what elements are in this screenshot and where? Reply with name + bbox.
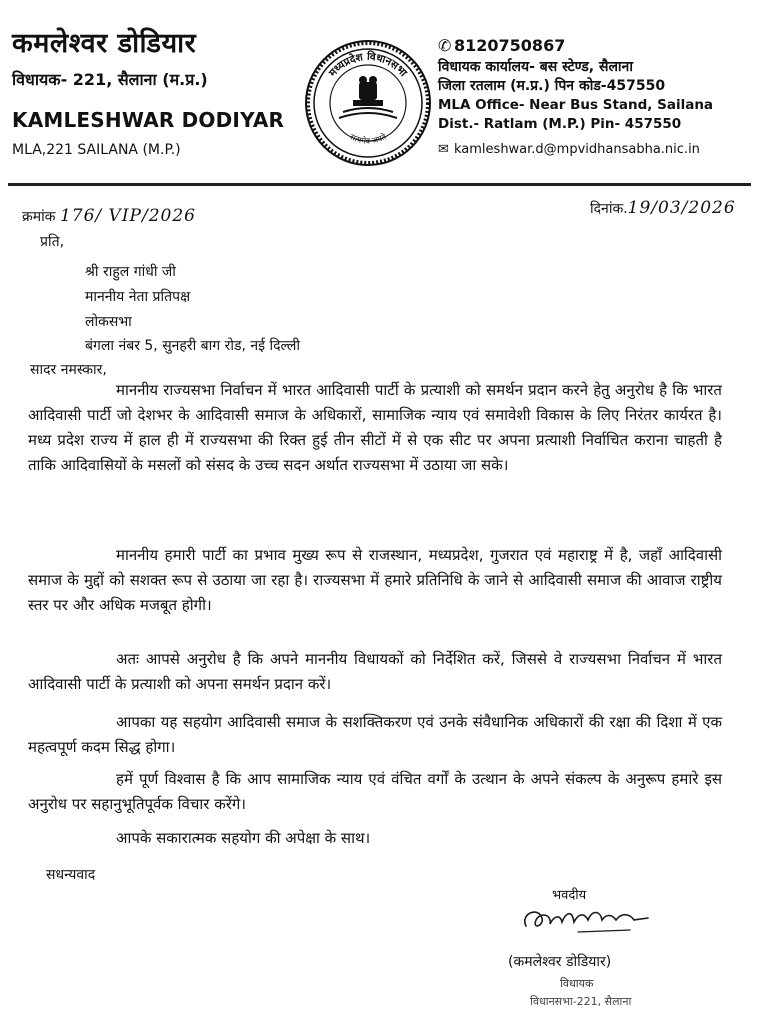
office-hindi-line-2: जिला रतलाम (म.प्र.) पिन कोड-457550 [438, 78, 666, 94]
letterhead-right [438, 36, 758, 159]
body-paragraph [28, 543, 722, 618]
seal-motto: सत्यमेव जयते [348, 132, 388, 146]
date-value: 19/03/2026 [627, 198, 736, 218]
phone-icon: ✆ [438, 36, 452, 55]
paragraph-text: माननीय हमारी पार्टी का प्रभाव मुख्य रूप से राजस्थान, मध्यप्रदेश, गुजरात एवं महाराष्ट्र में है, जहाँ आदिवासी समाज के मुद्दों को सशक्त रूप से उठाया जा रहा है। राज्यसभा में हमारे प्रतिनिधि के जाने से आदिवासी समाज की आवाज राष्ट्रीय स्तर पर और अधिक मजबूत होगी। [28, 546, 722, 614]
svg-text:सत्यमेव जयते [348, 131, 388, 145]
letter-date: दिनांक.19/03/2026 [590, 198, 736, 218]
paragraph-text: हमें पूर्ण विश्वास है कि आप सामाजिक न्याय एवं वंचित वर्गों के उत्थान के अपने संकल्प के अनुरूप हमारे इस अनुरोध पर सहानुभूतिपूर्वक विचार करेंगे। [28, 770, 722, 813]
name-hindi: कमलेश्वर डोडियार [12, 28, 197, 59]
body-paragraph [28, 767, 722, 817]
mla-english: MLA,221 SAILANA (M.P.) [12, 142, 181, 158]
reference-label: क्रमांक [22, 209, 56, 225]
paragraph-text: माननीय राज्यसभा निर्वाचन में भारत आदिवासी पार्टी के प्रत्याशी को समर्थन प्रदान करने हेतु अनुरोध है कि भारत आदिवासी पार्टी जो देशभर के आदिवासी समाज के अधिकारों, सामाजिक न्याय एवं समावेशी विकास के लिए निरंतर कार्यरत है। मध्य प्रदेश राज्य में हाल ही में राज्यसभा की रिक्त हुई तीन सीटों में से एक सीट पर अपना प्रत्याशी निर्वाचित कराना चाहती है ताकि आदिवासियों के मसलों को संसद के उच्च सदन अर्थात राज्यसभा में उठाया जा सके। [28, 381, 722, 474]
date-label: दिनांक [590, 201, 624, 217]
paragraph-text: अतः आपसे अनुरोध है कि अपने माननीय विधायकों को निर्देशित करें, जिससे वे राज्यसभा निर्वाचन में भारत आदिवासी पार्टी के प्रत्याशी को अपना समर्थन प्रदान करें। [28, 650, 722, 693]
office-english-line-2: Dist.- Ratlam (M.P.) Pin- 457550 [438, 116, 682, 132]
name-english: KAMLESHWAR DODIYAR [12, 108, 285, 132]
phone-number: 8120750867 [454, 36, 566, 55]
body-paragraph [28, 710, 722, 760]
email-address: kamleshwar.d@mpvidhansabha.nic.in [454, 142, 700, 157]
signatory-name: (कमलेश्वर डोडियार) [508, 954, 612, 970]
recipient-line: श्री राहुल गांधी जी [85, 264, 176, 280]
letterhead-left [12, 28, 312, 158]
recipient-line: लोकसभा [85, 314, 132, 330]
signatory-designation: विधायक [560, 977, 594, 990]
vidhansabha-seal-icon [303, 38, 433, 168]
phone-row [438, 36, 758, 55]
seal-top-text: मध्यप्रदेश विधानसभा [326, 50, 410, 80]
body-paragraph [28, 378, 722, 478]
letterhead-divider [8, 183, 751, 186]
closing-thanks: सधन्यवाद [46, 867, 96, 883]
recipient-line: माननीय नेता प्रतिपक्ष [85, 289, 191, 305]
body-paragraph [28, 647, 722, 697]
email-row [438, 140, 758, 159]
office-hindi-line-1: विधायक कार्यालय- बस स्टेण्ड, सैलाना [438, 59, 633, 75]
envelope-icon: ✉ [438, 142, 449, 157]
signature [518, 896, 658, 944]
recipient-to: प्रति, [40, 234, 65, 250]
closing-yours: भवदीय [552, 888, 587, 903]
body-paragraph [28, 826, 722, 851]
paragraph-text: आपके सकारात्मक सहयोग की अपेक्षा के साथ। [116, 829, 371, 847]
signatory-constituency: विधानसभा-221, सैलाना [530, 995, 632, 1008]
recipient-line: बंगला नंबर 5, सुनहरी बाग रोड, नई दिल्ली [85, 338, 300, 354]
reference-value: 176/ VIP/2026 [59, 206, 196, 226]
reference-number [22, 206, 196, 226]
office-english-line-1: MLA Office- Near Bus Stand, Sailana [438, 97, 714, 113]
mla-hindi: विधायक- 221, सैलाना (म.प्र.) [12, 70, 208, 89]
salutation: सादर नमस्कार, [30, 362, 107, 378]
paragraph-text: आपका यह सहयोग आदिवासी समाज के सशक्तिकरण एवं उनके संवैधानिक अधिकारों की रक्षा की दिशा में एक महत्वपूर्ण कदम सिद्ध होगा। [28, 713, 722, 756]
emblem-icon [339, 76, 397, 118]
